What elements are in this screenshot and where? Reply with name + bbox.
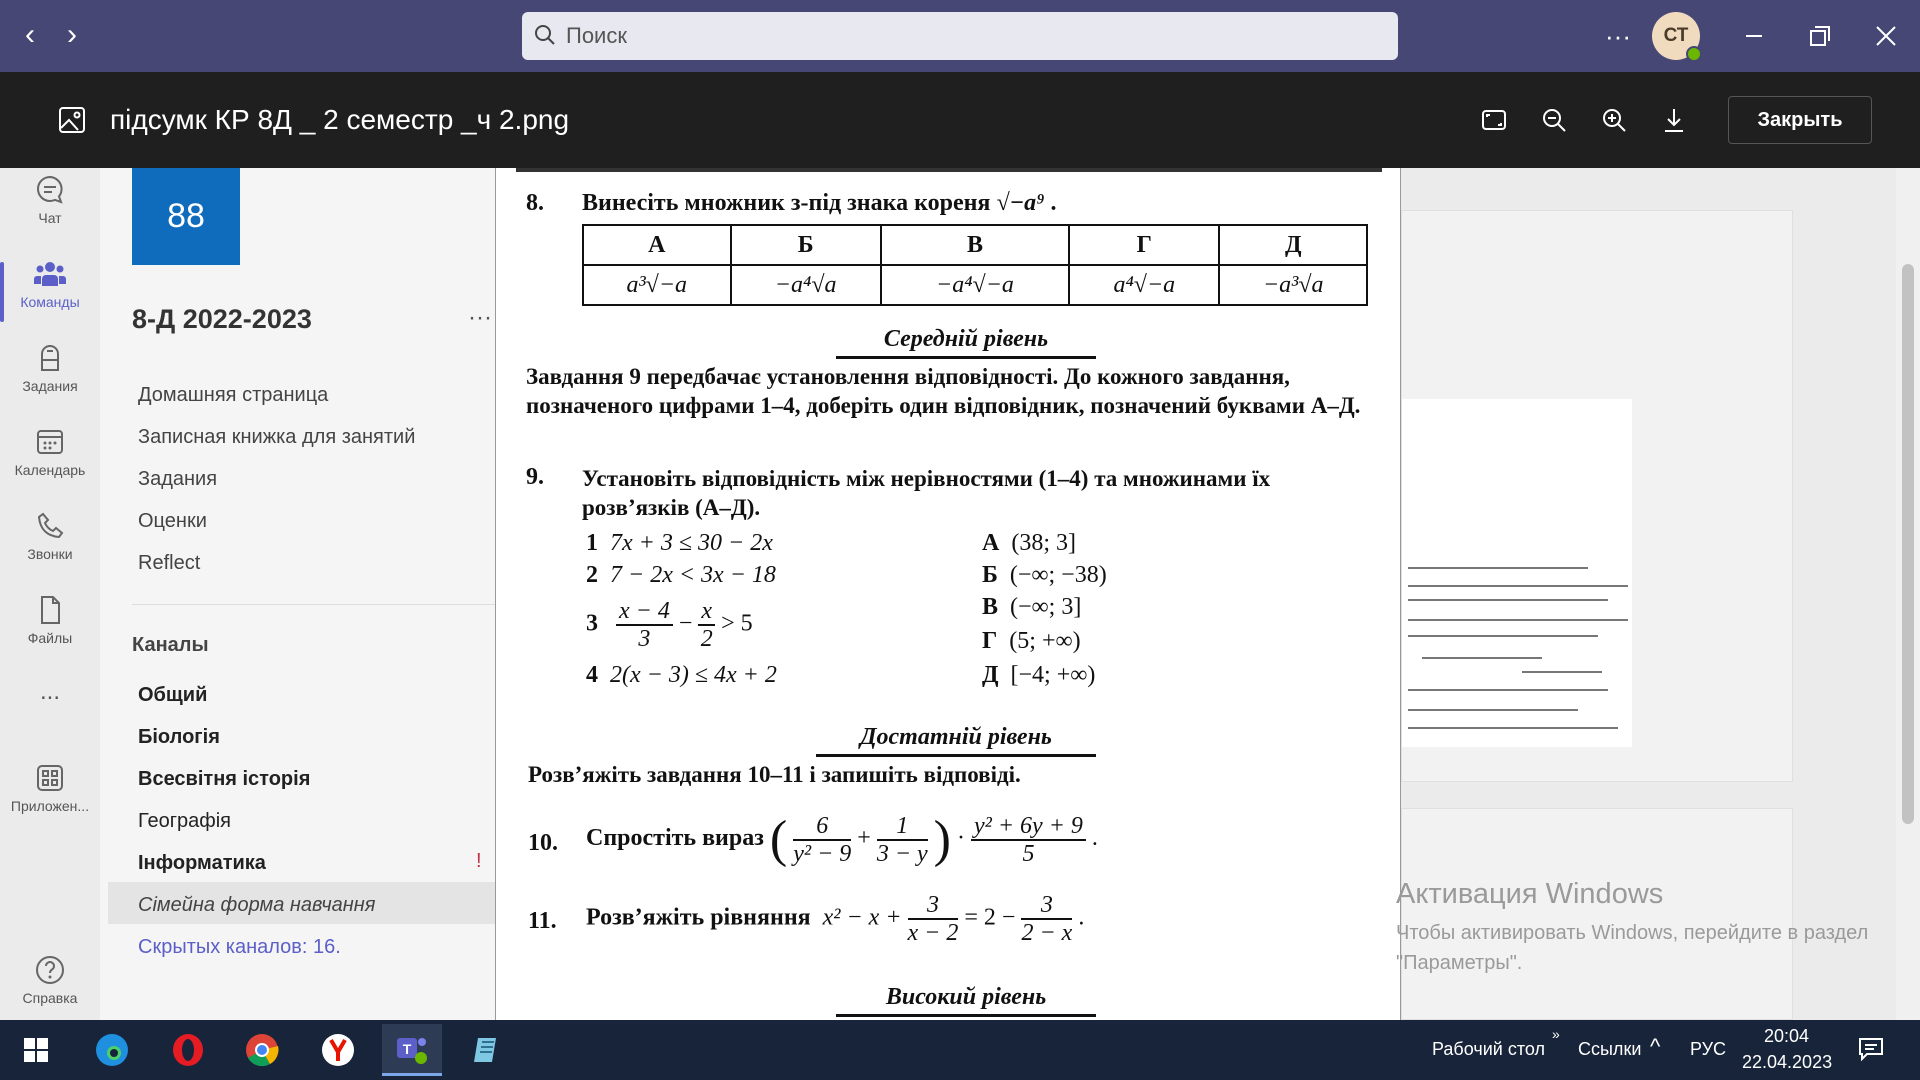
activation-text: Чтобы активировать Windows, перейдите в раздел "Параметры". (1396, 922, 1869, 974)
table-cell: a⁴√−a (1069, 265, 1219, 305)
preview-thumbnail (1402, 399, 1632, 747)
zoom-out-icon[interactable] (1540, 106, 1568, 134)
numerator: x − 4 (616, 598, 673, 626)
start-button[interactable] (6, 1024, 66, 1076)
rail-item-chat[interactable] (0, 168, 100, 248)
q9-option-d (982, 662, 1095, 689)
thumbnail-text-line (1408, 635, 1598, 637)
q9-option-a (982, 530, 1076, 557)
q8-expression: √−a⁹ (996, 190, 1045, 216)
taskbar-opera[interactable] (158, 1024, 218, 1076)
level-heading-sufficient: Достатній рівень (846, 724, 1066, 751)
link-reflect[interactable]: Reflect (138, 552, 201, 574)
q10-label: Спростіть вираз (586, 825, 764, 852)
option-set: (5; +∞) (1009, 628, 1081, 654)
rail-item-more[interactable] (0, 678, 100, 758)
rail-item-teams[interactable] (0, 252, 100, 332)
team-avatar[interactable]: 88 (132, 168, 240, 265)
numerator: 1 (877, 813, 928, 841)
thumbnail-text-line (1408, 709, 1578, 711)
q9-option-v (982, 594, 1081, 621)
denominator: 3 (638, 626, 651, 652)
bracket: ) (933, 811, 951, 868)
item-expression: 7 − 2x < 3x − 18 (610, 562, 776, 588)
scrollbar-thumb[interactable] (1902, 264, 1914, 824)
title-bar (0, 0, 1920, 72)
option-letter: Д (982, 662, 999, 688)
rail-label: Календарь (14, 462, 86, 478)
operator: + (857, 825, 871, 852)
app-rail (0, 168, 100, 1020)
rail-item-help[interactable] (0, 948, 100, 1028)
q11-text (586, 892, 1084, 946)
team-more-options-icon[interactable]: ··· (468, 304, 492, 331)
thumbnail-text-line (1522, 671, 1602, 673)
item-number: 3 (586, 610, 598, 637)
denominator: x − 2 (907, 920, 959, 946)
q8-text: Винесіть множник з-під знака кореня √−a⁹ . (582, 190, 1057, 216)
doc-top-rule (516, 168, 1382, 172)
option-letter: А (982, 530, 1000, 556)
forward-button[interactable]: › (67, 18, 77, 51)
channel-geography[interactable]: Географія (138, 810, 232, 832)
secondary-card (1401, 808, 1793, 1020)
channel-family-education[interactable]: Сімейна форма навчання (138, 894, 376, 916)
rail-label: Задания (22, 378, 78, 394)
numerator: 6 (793, 813, 851, 841)
period: . (1078, 904, 1085, 931)
taskbar-edge[interactable] (82, 1024, 142, 1076)
zoom-in-icon[interactable] (1600, 106, 1628, 134)
back-button[interactable]: ‹ (25, 18, 35, 51)
close-window-icon[interactable] (1868, 18, 1904, 54)
alert-icon: ! (476, 850, 482, 872)
table-header: А (583, 225, 731, 265)
thumbnail-text-line (1422, 657, 1542, 659)
thumbnail-text-line (1408, 567, 1588, 569)
close-viewer-button[interactable]: Закрыть (1728, 96, 1872, 144)
taskbar-notepad[interactable] (458, 1024, 518, 1076)
q9-text: Установіть відповідність між нерівностями (1–4) та множинами їх розв’язків (А–Д). (582, 466, 1271, 520)
option-set: (−∞; 3] (1010, 594, 1082, 620)
yandex-icon (320, 1032, 356, 1068)
thumbnail-text-line (1408, 689, 1608, 691)
table-header: Г (1069, 225, 1219, 265)
fraction (1021, 892, 1072, 946)
q10-number: 10. (528, 830, 558, 856)
numerator: 3 (1021, 892, 1072, 920)
level-heading-mid: Середній рівень (866, 326, 1066, 353)
channel-world-history[interactable]: Всесвітня історія (138, 768, 311, 790)
image-file-icon (58, 106, 86, 134)
rail-label: Справка (22, 990, 78, 1006)
option-set: (38; 3] (1011, 530, 1076, 556)
rail-item-files[interactable] (0, 588, 100, 668)
table-cell: −a⁴√−a (881, 265, 1069, 305)
option-letter: В (982, 594, 999, 620)
preview-card (1401, 210, 1793, 782)
q9-item-4 (586, 662, 777, 689)
q9-option-g (982, 628, 1081, 655)
rail-item-apps[interactable] (0, 756, 100, 836)
chrome-icon (244, 1032, 280, 1068)
numerator: x (698, 598, 715, 626)
document-image (495, 168, 1401, 1020)
fraction (616, 598, 673, 652)
link-home-page[interactable]: Домашняя страница (138, 384, 329, 406)
taskbar-yandex[interactable] (308, 1024, 368, 1076)
notifications-icon[interactable] (1858, 1036, 1884, 1067)
chat-icon (34, 174, 66, 206)
fraction (877, 813, 928, 867)
team-panel (100, 168, 495, 1020)
denominator: 5 (1022, 840, 1035, 867)
tray-chevron-up-icon[interactable]: ^ (1650, 1034, 1661, 1059)
item-number: 4 (586, 662, 598, 688)
tray-desktop-label[interactable]: Рабочий стол (1432, 1039, 1545, 1059)
svg-text:T: T (402, 1040, 412, 1057)
table-header: В (881, 225, 1069, 265)
thumbnail-text-line (1408, 585, 1628, 587)
files-icon (34, 594, 66, 626)
table-header: Б (731, 225, 881, 265)
denominator: y² − 9 (793, 840, 852, 867)
q9-option-b (982, 562, 1107, 589)
operator: − (678, 610, 693, 637)
download-icon[interactable] (1660, 106, 1688, 134)
chevron-right-double-icon[interactable]: » (1552, 1026, 1560, 1042)
fraction (908, 892, 959, 946)
task1011-intro: Розв’яжіть завдання 10–11 і запишіть відповіді. (528, 762, 1021, 787)
numerator: 3 (908, 892, 959, 920)
edge-icon (94, 1032, 130, 1068)
option-letter: Б (982, 562, 998, 588)
search-icon (534, 24, 556, 46)
table-cell: −a³√a (1219, 265, 1367, 305)
tray-time[interactable]: 20:04 (1764, 1026, 1810, 1046)
channel-informatics[interactable]: Інформатика (138, 852, 266, 874)
minimize-icon[interactable] (1736, 18, 1772, 54)
fraction (698, 598, 715, 652)
notepad-icon (470, 1032, 506, 1068)
q8-answers-table (582, 224, 1368, 306)
help-icon (34, 954, 66, 986)
table-cell: −a⁴√a (731, 265, 881, 305)
image-viewer-bar (0, 72, 1920, 168)
rail-label: Звонки (27, 546, 73, 562)
presence-status-icon (1686, 46, 1702, 62)
file-name: підсумк КР 8Д _ 2 семестр _ч 2.png (110, 104, 570, 135)
task9-intro: Завдання 9 передбачає установлення відповідності. До кожного завдання, позначеного цифрами 1–4, доберіть один відповідник, позначений буквами А–Д. (526, 364, 1361, 418)
q11-middle: = 2 − (964, 904, 1016, 931)
level-heading-high: Високий рівень (866, 984, 1066, 1011)
tray-language[interactable]: РУС (1690, 1039, 1727, 1059)
avatar-initials: СТ (1663, 25, 1689, 46)
q11-number: 11. (528, 908, 557, 934)
table-cell: a³√−a (583, 265, 731, 305)
channels-header[interactable]: Каналы (132, 634, 209, 656)
item-number: 2 (586, 562, 598, 588)
rail-label: Чат (38, 210, 62, 226)
calendar-icon (34, 426, 66, 458)
tray-links-label[interactable]: Ссылки (1578, 1039, 1642, 1059)
q11-label: Розв’яжіть рівняння (586, 904, 811, 931)
opera-icon (170, 1032, 206, 1068)
avatar[interactable] (1652, 12, 1700, 60)
item-expression: 7x + 3 ≤ 30 − 2x (610, 530, 773, 556)
rail-label: Приложен... (10, 798, 90, 814)
assignments-icon (34, 342, 66, 374)
q11-lhs: x² − x + (822, 904, 902, 931)
rail-item-calls[interactable] (0, 504, 100, 584)
bracket: ( (769, 811, 788, 868)
denominator: 2 − x (1021, 920, 1073, 946)
more-options-icon[interactable]: ··· (1605, 20, 1631, 51)
period: . (1091, 825, 1098, 852)
fit-to-screen-icon[interactable] (1480, 106, 1508, 134)
q9-item-2 (586, 562, 776, 589)
taskbar-chrome[interactable] (232, 1024, 292, 1076)
taskbar (0, 1020, 1920, 1080)
q9-item-3 (586, 598, 753, 652)
option-set: [−4; +∞) (1010, 662, 1096, 688)
fraction (971, 813, 1086, 867)
tray-date[interactable]: 22.04.2023 (1742, 1052, 1833, 1072)
teams-app-icon (394, 1031, 430, 1067)
channel-biology[interactable]: Біологія (138, 726, 220, 748)
option-letter: Г (982, 628, 998, 654)
vertical-scrollbar[interactable] (1896, 168, 1920, 1020)
restore-icon[interactable] (1802, 18, 1838, 54)
activation-title: Активация Windows (1396, 878, 1664, 910)
numerator: y² + 6y + 9 (971, 813, 1086, 841)
panel-divider (132, 604, 495, 605)
apps-icon (34, 762, 66, 794)
q8-number: 8. (526, 190, 544, 216)
item-expression: 2(x − 3) ≤ 4x + 2 (610, 662, 777, 688)
taskbar-teams[interactable] (382, 1024, 442, 1076)
denominator: 2 (700, 626, 713, 652)
rail-label: Команды (20, 294, 80, 310)
rail-item-calendar[interactable] (0, 420, 100, 500)
search-input[interactable] (522, 12, 1398, 60)
link-grades[interactable]: Оценки (138, 510, 207, 532)
link-class-notebook[interactable]: Записная книжка для занятий (138, 426, 416, 448)
q10-text (586, 810, 1098, 869)
operator: · (957, 825, 965, 852)
table-header: Д (1219, 225, 1367, 265)
q9-item-1 (586, 530, 773, 557)
hidden-channels-link[interactable]: Скрытых каналов: 16. (138, 936, 341, 958)
thumbnail-text-line (1408, 727, 1618, 729)
calls-icon (34, 510, 66, 542)
team-name: 8-Д 2022-2023 (132, 304, 312, 334)
link-assignments[interactable]: Задания (138, 468, 218, 490)
thumbnail-text-line (1408, 619, 1628, 621)
operator: > 5 (721, 610, 753, 637)
more-icon: ... (39, 678, 60, 705)
option-set: (−∞; −38) (1009, 562, 1107, 588)
rail-label: Файлы (27, 630, 73, 646)
windows-icon (23, 1037, 49, 1063)
search-placeholder: Поиск (566, 23, 627, 48)
denominator: 3 − y (876, 840, 928, 867)
rail-item-assignments[interactable] (0, 336, 100, 416)
teams-icon (33, 258, 67, 290)
q8-label: Винесіть множник з-під знака кореня (582, 190, 991, 216)
item-number: 1 (586, 530, 598, 556)
fraction (793, 813, 851, 867)
channel-general[interactable]: Общий (138, 684, 208, 706)
thumbnail-text-line (1408, 599, 1608, 601)
q9-number: 9. (526, 464, 544, 490)
